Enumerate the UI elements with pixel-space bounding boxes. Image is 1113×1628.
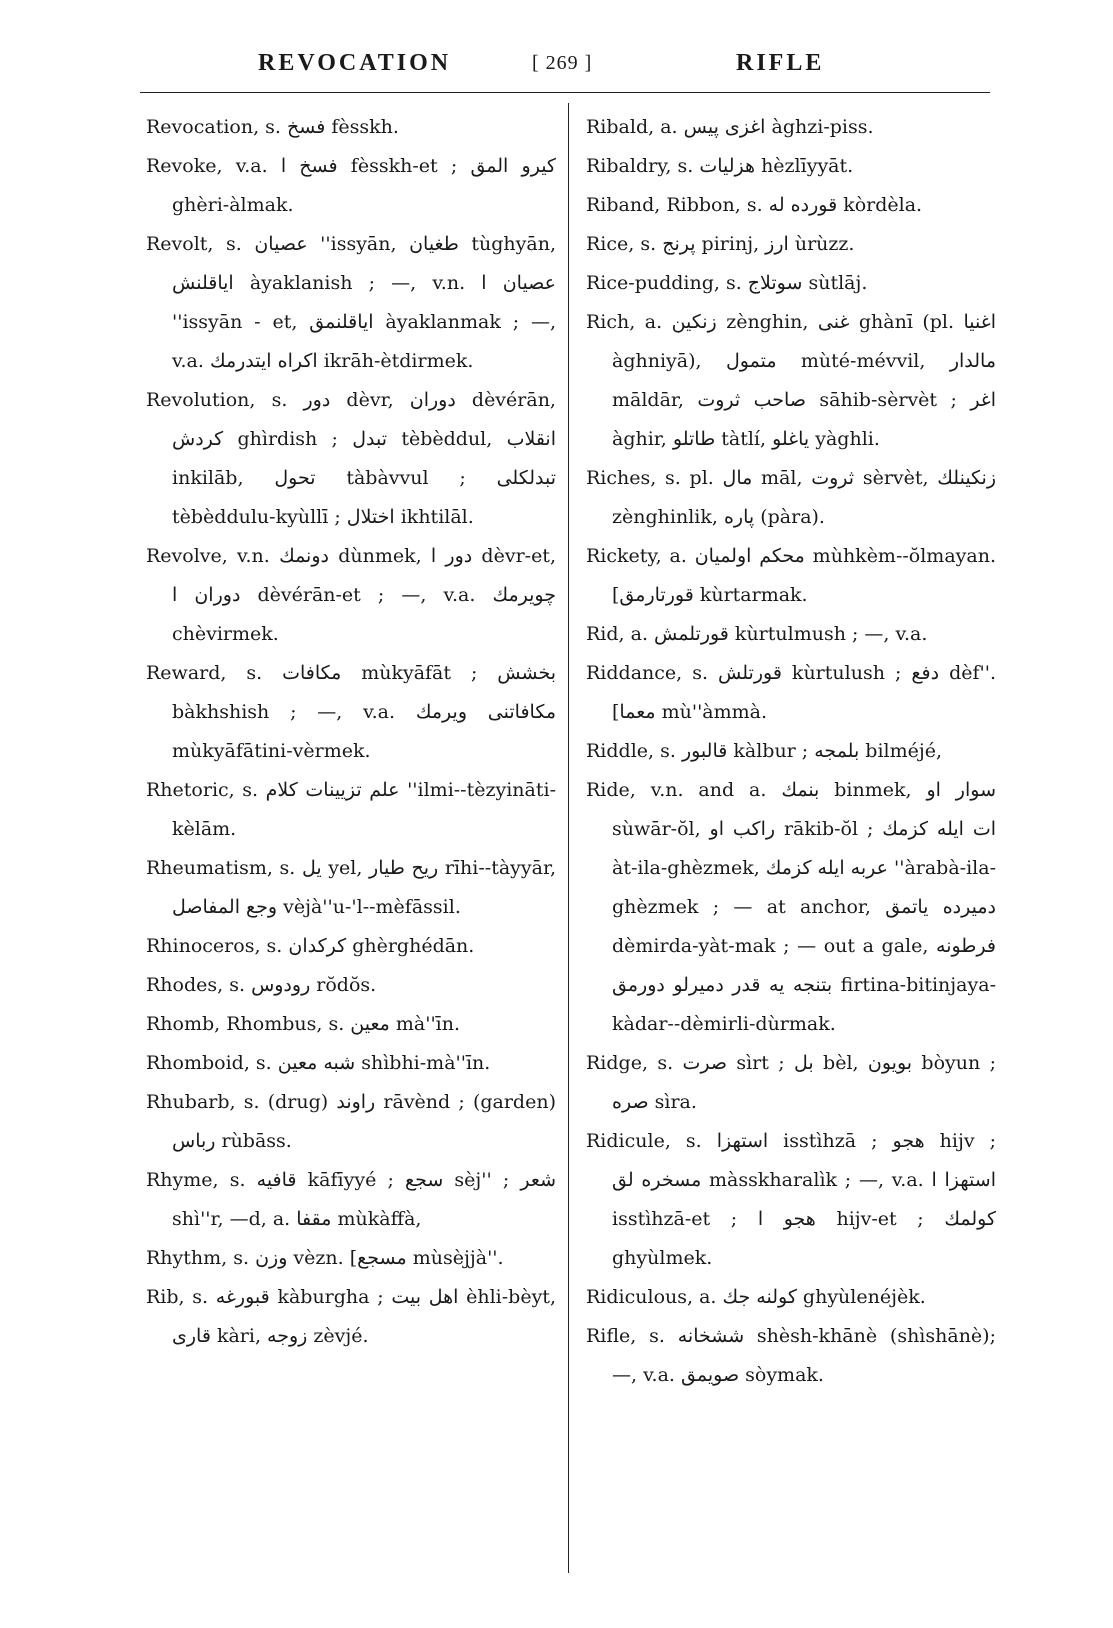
entry-rhyme: Rhyme, s. قافيه kāfīyyé ; سجع sèj'' ; شعر shì''r, —d, a. مقفا mùkàffà, xyxy=(146,1169,556,1230)
entry-riddle: Riddle, s. قالبور kàlbur ; بلمجه bilméjé, xyxy=(586,740,943,762)
entry-rifle: Rifle, s. ششخانه shèsh-khānè (shìshānè); —, v.a. صويمق sòymak. xyxy=(586,1325,996,1386)
entry-reward: Reward, s. مكافات mùkyāfāt ; بخشش bàkhshish ; —, v.a. مكافاتنى ويرمك mùkyāfātini-vèrmek. xyxy=(146,662,557,762)
entry-rhodes: Rhodes, s. رودوس rŏdŏs. xyxy=(146,974,377,996)
entry-rice: Rice, s. پرنج pirinj, ارز ùrùzz. xyxy=(586,233,855,255)
entry-rickety: Rickety, a. محكم اولميان mùhkèm--ŏlmayan. [قورتارمق kùrtarmak. xyxy=(586,545,996,606)
entry-rheumatism: Rheumatism, s. يل yel, ريح طيار rīhi--tàyyār, وجع المفاصل vèjà''u-'l--mèfāssil. xyxy=(146,857,556,918)
header-left-word: REVOCATION xyxy=(258,50,452,76)
entry-revolt: Revolt, s. عصيان ''issyān, طغيان tùghyān, اياقلنش àyaklanish ; —, v.n. عصيان ا ''issyān - et, اياقلنمق àyaklanmak ; —, v.a. اكراه ايتدرمك ikrāh-ètdirmek. xyxy=(146,233,556,372)
entry-rhythm: Rhythm, s. وزن vèzn. [مسجع mùsèjjà''. xyxy=(146,1247,504,1269)
entry-rhomboid: Rhomboid, s. شبه معين shìbhi-mà''īn. xyxy=(146,1052,491,1074)
entry-rhubarb: Rhubarb, s. (drug) راوند rāvènd ; (garden) رباس rùbāss. xyxy=(146,1091,556,1152)
entry-ribald: Ribald, a. اغزى پيس àghzi-piss. xyxy=(586,116,874,138)
right-column xyxy=(586,108,996,1395)
entry-rid: Rid, a. قورتلمش kùrtulmush ; —, v.a. xyxy=(586,623,928,645)
entry-rhomb: Rhomb, Rhombus, s. معين mà''īn. xyxy=(146,1013,461,1035)
entry-ride: Ride, v.n. and a. بنمك binmek, سوار او sùwār-ŏl, راكب او rākib-ŏl ; ات ايله كزمك àt-ila-ghèzmek, عربه ايله كزمك ''àrabà-ila-ghèzmek ; — at anchor, دميرده ياتمق dèmirda-yàt-mak ; — out a gale, فرطونه بتنجه يه قدر دميرلو دورمق firtina-bitinjaya-kàdar--dèmirli-dùrmak. xyxy=(586,779,997,1035)
left-column xyxy=(146,108,556,1356)
entry-rich: Rich, a. زنكين zènghin, غنى ghànī (pl. اغنيا àghniyā), متمول mùté-mévvil, مالدار māldār, صاحب ثروت sāhib-sèrvèt ; اغر àghir, طاتلو tàtlí, ياغلو yàghli. xyxy=(586,311,997,450)
entry-rhetoric: Rhetoric, s. علم تزيينات كلام ''ilmi--tèzyināti-kèlām. xyxy=(146,779,557,840)
entry-revocation: Revocation, s. فسخ fèsskh. xyxy=(146,116,399,138)
entry-revoke: Revoke, v.a. فسخ ا fèsskh-et ; كيرو المق ghèri-àlmak. xyxy=(146,155,556,216)
entry-ridge: Ridge, s. صرت sìrt ; بل bèl, بويون bòyun ; صره sìra. xyxy=(586,1052,996,1113)
column-divider xyxy=(568,103,569,1573)
running-header xyxy=(140,46,990,86)
entry-revolution: Revolution, s. دور dèvr, دوران dèvérān, كردش ghìrdish ; تبدل tèbèddul, انقلاب inkilāb, تحول tàbàvvul ; تبدلكلى tèbèddulu-kyùllī ; اختلال ikhtilāl. xyxy=(146,389,556,528)
entry-rhinoceros: Rhinoceros, s. كركدان ghèrghédān. xyxy=(146,935,475,957)
entry-revolve: Revolve, v.n. دونمك dùnmek, دور ا dèvr-et, دوران ا dèvérān-et ; —, v.a. چويرمك chèvirmek. xyxy=(146,545,556,645)
header-right-word: RIFLE xyxy=(736,50,825,76)
entry-ridiculous: Ridiculous, a. كولنه جك ghyùlenéjèk. xyxy=(586,1286,926,1308)
entry-rib: Rib, s. قبورغه kàburgha ; اهل بيت èhli-bèyt, قارى kàri, زوجه zèvjé. xyxy=(146,1286,556,1347)
entry-ridicule: Ridicule, s. استهزا isstìhzā ; هجو hijv ; مسخره لق màsskharalìk ; —, v.a. استهزا ا isstìhzā-et ; هجو ا hijv-et ; كولمك ghyùlmek. xyxy=(586,1130,996,1269)
entry-rice-pudding: Rice-pudding, s. سوتلاج sùtlāj. xyxy=(586,272,868,294)
entry-riches: Riches, s. pl. مال māl, ثروت sèrvèt, زنكينلك zènghinlik, پاره (pàra). xyxy=(586,467,997,528)
page-number: [ 269 ] xyxy=(532,52,593,74)
entry-riband: Riband, Ribbon, s. قورده له kòrdèla. xyxy=(586,194,923,216)
entry-riddance: Riddance, s. قورتلش kùrtulush ; دفع dèf''. [معما mù''àmmà. xyxy=(586,662,996,723)
entry-ribaldry: Ribaldry, s. هزليات hèzlīyyāt. xyxy=(586,155,854,177)
header-rule xyxy=(140,92,990,93)
